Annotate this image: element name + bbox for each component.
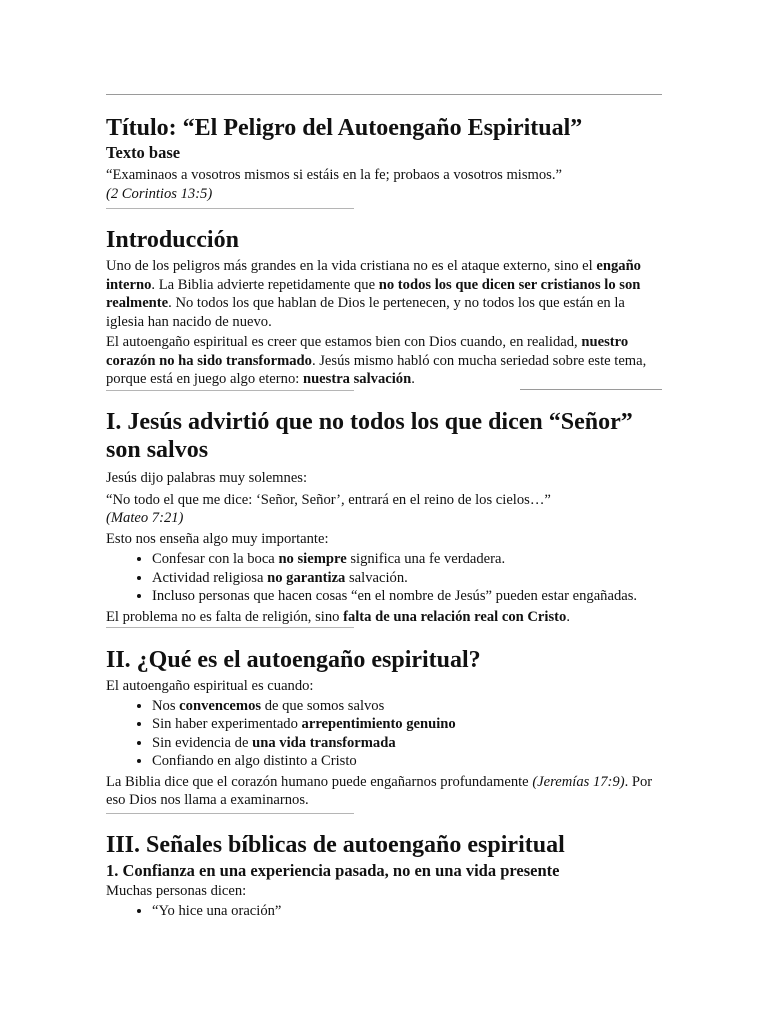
section-divider	[106, 813, 354, 814]
section-1-intro: Jesús dijo palabras muy solemnes:	[106, 470, 308, 486]
base-text-heading: Texto base	[106, 143, 181, 162]
section-divider	[106, 627, 354, 628]
section-2-conclusion: La Biblia dice que el corazón humano puede engañarnos profundamente (Jeremías 17:9). Por eso Dios nos llama a examinarnos.	[106, 773, 653, 808]
section-1-reference: (Mateo 7:21)	[106, 510, 184, 526]
list-item: • Sin evidencia de una vida transformada	[152, 734, 666, 753]
section-1-lead: Esto nos enseña algo muy importante:	[106, 530, 329, 547]
section-1-quote: “No todo el que me dice: ‘Señor, Señor’, entrará en el reino de los cielos…”	[106, 491, 551, 508]
intro-paragraph-1: Uno de los peligros más grandes en la vida cristiana no es el ataque externo, sino el engaño interno. La Biblia advierte repetidamente que no todos los que dicen ser cristianos lo son realmente. No todos los que hablan de Dios le pertenecen, y no todos los que están en la iglesia han nacido de nuevo.	[106, 258, 641, 330]
section-3-intro: Muchas personas dicen:	[106, 883, 247, 899]
intro-paragraph-2: El autoengaño espiritual es creer que estamos bien con Dios cuando, en realidad, nuestro corazón no ha sido transformado. Jesús mismo habló con mucha seriedad sobre este tema, porque está en juego algo eterno: nuestra salvación.	[106, 334, 647, 387]
section-divider-tail	[520, 389, 662, 390]
list-item: • Confesar con la boca no siempre significa una fe verdadera.	[152, 550, 662, 569]
section-3-heading: III. Señales bíblicas de autoengaño espiritual	[106, 832, 565, 858]
document-title: Título: “El Peligro del Autoengaño Espiritual”	[106, 115, 583, 141]
section-1-conclusion: El problema no es falta de religión, sino falta de una relación real con Cristo.	[106, 608, 570, 625]
section-2-list	[106, 697, 666, 771]
section-2-heading: II. ¿Qué es el autoengaño espiritual?	[106, 647, 481, 673]
base-text-quote: “Examinaos a vosotros mismos si estáis en la fe; probaos a vosotros mismos.”	[106, 167, 562, 183]
list-item: • Nos convencemos de que somos salvos	[152, 697, 666, 716]
base-text-reference: (2 Corintios 13:5)	[106, 185, 213, 202]
list-item: • “Yo hice una oración”	[152, 902, 666, 921]
list-item: • Actividad religiosa no garantiza salvación.	[152, 569, 662, 588]
list-item: • Sin haber experimentado arrepentimiento genuino	[152, 715, 666, 734]
section-2-intro: El autoengaño espiritual es cuando:	[106, 678, 314, 694]
section-1-list	[106, 550, 662, 606]
section-1-heading: I. Jesús advirtió que no todos los que dicen “Señor” son salvos	[106, 409, 633, 463]
intro-heading: Introducción	[106, 227, 239, 253]
section-3-list	[106, 902, 666, 921]
list-item: • Incluso personas que hacen cosas “en el nombre de Jesús” pueden estar engañadas.	[152, 587, 662, 606]
section-divider	[106, 208, 354, 209]
section-divider	[106, 390, 354, 391]
list-item: • Confiando en algo distinto a Cristo	[152, 752, 666, 771]
section-3-subheading: 1. Confianza en una experiencia pasada, no en una vida presente	[106, 861, 560, 880]
top-divider	[106, 94, 662, 95]
